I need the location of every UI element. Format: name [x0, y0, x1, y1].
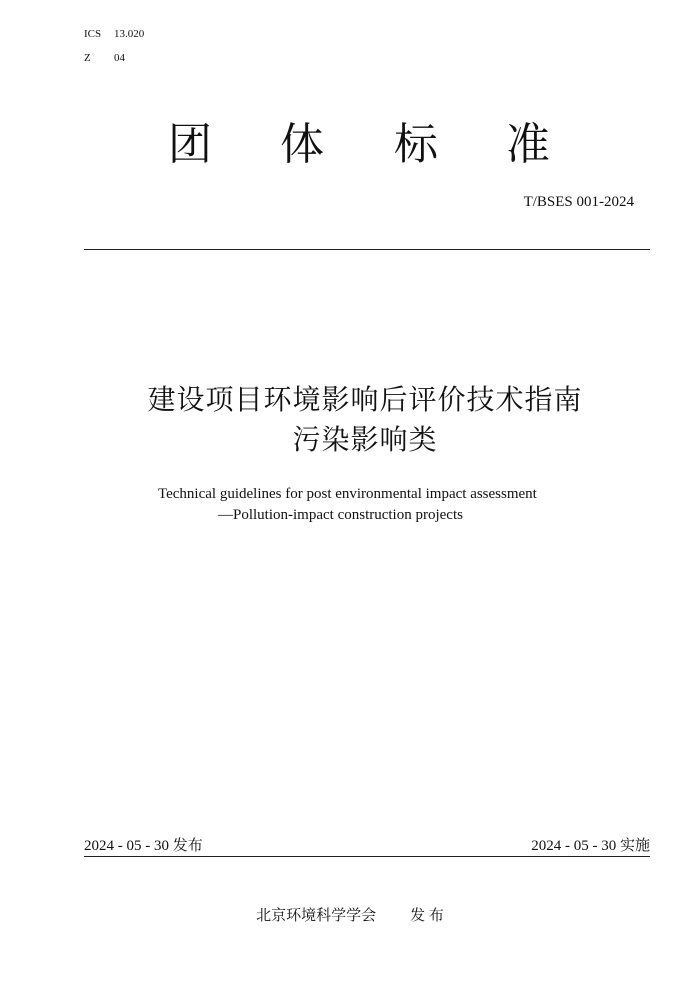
ics-label: ICS: [84, 28, 102, 40]
ccs-code: [84, 52, 125, 64]
ics-code: [84, 28, 144, 40]
chinese-title-line-2: 污染影响类: [292, 423, 438, 456]
top-divider: [84, 249, 650, 250]
bottom-divider: [84, 856, 650, 857]
ics-value: 13.020: [114, 28, 145, 40]
publisher-name: 北京环境科学学会: [256, 908, 377, 924]
standard-number: T/BSES 001-2024: [523, 194, 634, 210]
english-title-line-1: Technical guidelines for post environmental impact assessment: [158, 486, 537, 502]
ccs-label: Z: [84, 52, 91, 64]
ccs-value: 04: [114, 52, 125, 64]
standard-type-char: 准: [506, 119, 550, 170]
implementation-date: 2024 - 05 - 30 实施: [531, 838, 650, 854]
publisher-action: 发 布: [410, 908, 444, 924]
english-title-line-2: —Pollution-impact construction projects: [218, 507, 463, 523]
chinese-title-line-1: 建设项目环境影响后评价技术指南: [147, 383, 583, 416]
publisher: [0, 904, 700, 925]
standard-type-char: 体: [280, 119, 324, 170]
issue-date: 2024 - 05 - 30 发布: [84, 838, 203, 854]
standard-type-char: 标: [394, 119, 438, 170]
standard-type-char: 团: [168, 119, 212, 170]
